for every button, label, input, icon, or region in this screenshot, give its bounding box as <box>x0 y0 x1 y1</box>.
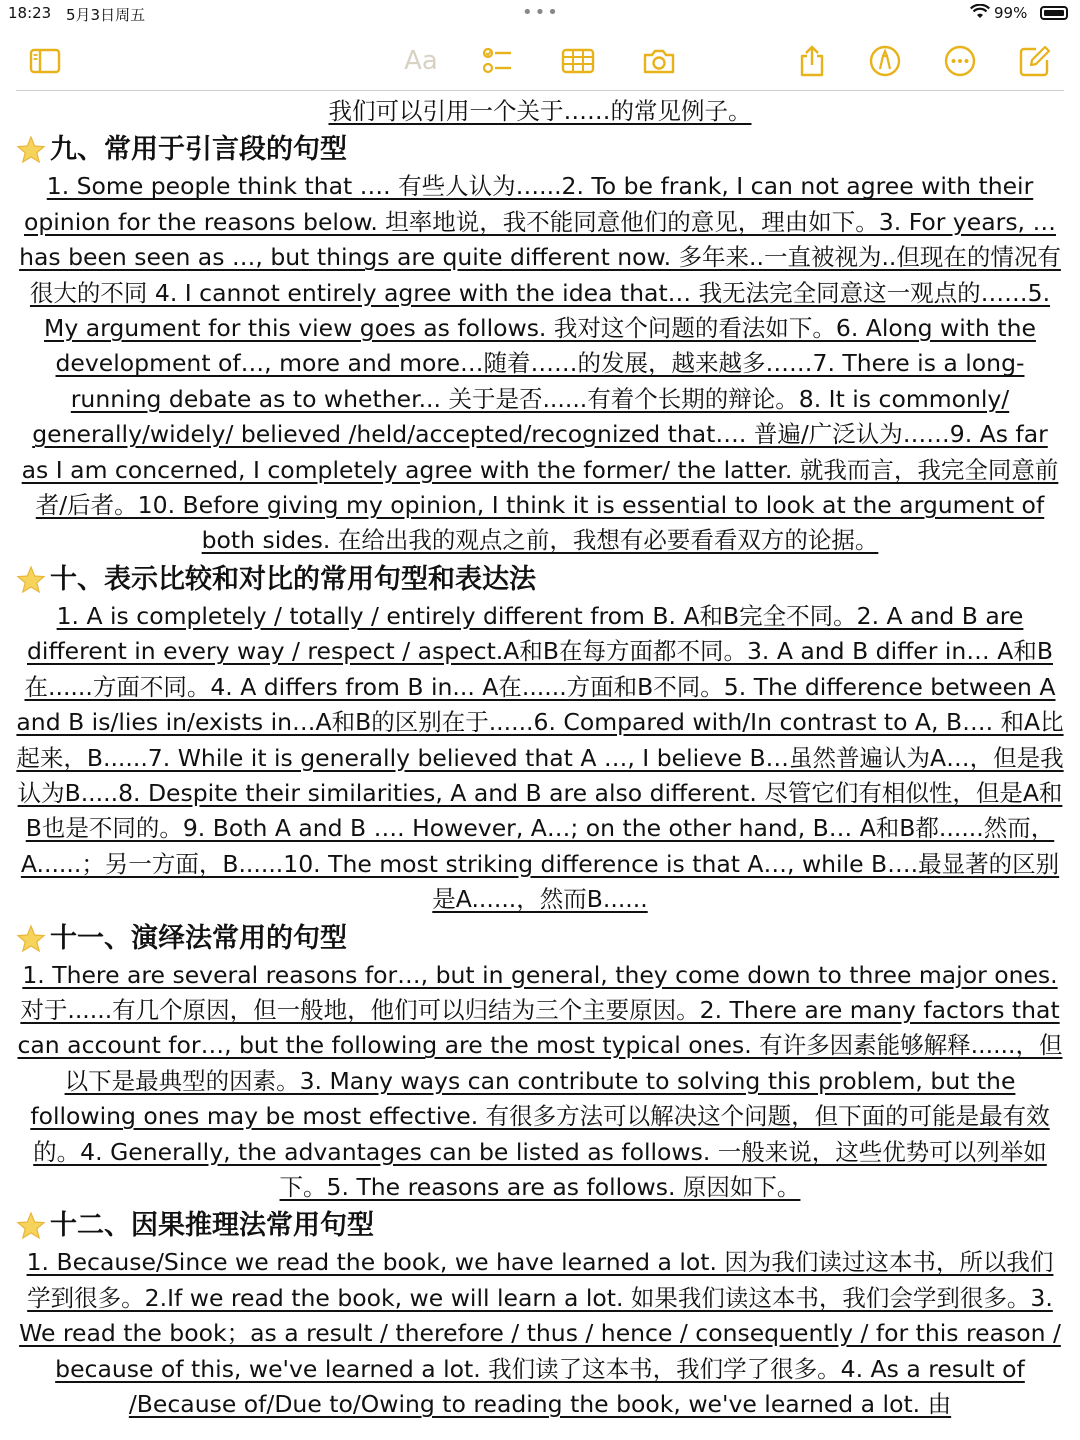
toolbar-divider <box>16 90 1064 91</box>
camera-icon[interactable] <box>636 38 682 84</box>
multitasking-dots-icon[interactable]: ••• <box>522 2 560 23</box>
status-time: 18:23 <box>8 4 52 22</box>
status-date: 5月3日周五 <box>66 6 146 24</box>
note-body[interactable] <box>16 92 1064 1422</box>
star-icon <box>16 565 46 595</box>
section-heading <box>16 131 1064 169</box>
sidebar-icon[interactable] <box>22 38 68 84</box>
battery-percent: 99% <box>994 4 1028 22</box>
star-icon <box>16 1211 46 1241</box>
section-heading-text: 十、表示比较和对比的常用句型和表达法 <box>50 563 536 595</box>
battery-icon <box>1040 6 1068 20</box>
section-body: 1. A is completely / totally / entirely different from B. A和B完全不同。2. A and B are different in every way / respect / aspect.A和B在每方面都不同。3. A and B differ in… A和B在......方面不同。4. A differs from B in... A在......方面和B不同。5. The difference between A and B is/lies in/exists in…A和B的区别在于......6. Compared with/In contrast to A, B…. 和A比起来，B......7. While it is generally believed that A …, I believe B…虽然普遍认为A…，但是我认为B.....8. Despite their similarities, A and B are also different. 尽管它们有相似性，但是A和B也是不同的。9. Both A and B …. However, A…; on the other hand, B… A和B都......然而，A......；另一方面，B......10. The most striking difference is that A…, while B….最显著的区别是A......，然而B...... <box>16 601 1064 914</box>
note-paragraph: 我们可以引用一个关于……的常见例子。 <box>328 97 752 125</box>
section-body: 1. There are several reasons for…, but in general, they come down to three major ones. 对于......有几个原因，但一般地，他们可以归结为三个主要原因。2. There are many factors that can account for…, but the following are the most typical ones. 有许多因素能够解释......，但以下是最典型的因素。3. Many ways can contribute to solving this problem, but the following ones may be most effective. 有很多方法可以解决这个问题，但下面的可能是最有效的。4. Generally, the advantages can be listed as follows. 一般来说，这些优势可以列举如下。5. The reasons are as follows. 原因如下。 <box>17 960 1063 1201</box>
section-heading-text: 九、常用于引言段的句型 <box>50 134 347 166</box>
star-icon <box>16 924 46 954</box>
section-heading <box>16 561 1064 599</box>
more-icon[interactable] <box>937 38 983 84</box>
markup-icon[interactable] <box>862 38 908 84</box>
star-icon <box>16 135 46 165</box>
status-bar <box>0 0 1080 30</box>
share-icon[interactable] <box>789 38 835 84</box>
section-heading-text: 十二、因果推理法常用句型 <box>50 1210 374 1242</box>
format-button[interactable]: Aa <box>404 46 438 76</box>
table-icon[interactable] <box>555 38 601 84</box>
wifi-icon <box>970 4 990 24</box>
section-heading-text: 十一、演绎法常用的句型 <box>50 922 347 954</box>
section-body: 1. Some people think that …. 有些人认为…...2. To be frank, I can not agree with their opinion for the reasons below. 坦率地说，我不能同意他们的意见，理由如下。3. For years, … has been seen as …, but things are quite different now. 多年来..一直被视为..但现在的情况有很大的不同 4. I cannot entirely agree with the idea that… 我无法完全同意这一观点的……5. My argument for this view goes as follows. 我对这个问题的看法如下。6. Along with the development of…, more and more…随着……的发展，越来越多……7. There is a long-running debate as to whether... 关于是否......有着个长期的辩论。8. It is commonly/ generally/widely/ believed /held/accepted/recognized that…. 普遍/广泛认为……9. As far as I am concerned, I completely agree with the former/ the latter. 就我而言，我完全同意前者/后者。10. Before giving my opinion, I think it is essential to look at the argument of both sides. 在给出我的观点之前，我想有必要看看双方的论据。 <box>19 172 1061 555</box>
compose-icon[interactable] <box>1012 38 1058 84</box>
section-heading <box>16 1207 1064 1245</box>
checklist-icon[interactable] <box>474 38 520 84</box>
notes-toolbar <box>0 38 1080 88</box>
section-heading <box>16 920 1064 958</box>
section-body: 1. Because/Since we read the book, we have learned a lot. 因为我们读过这本书，所以我们学到很多。2.If we read the book, we will learn a lot. 如果我们读这本书，我们会学到很多。3. We read the book；as a result / therefore / thus / hence / consequently / for this reason / because of this, we've learned a lot. 我们读了这本书，我们学了很多。4. As a result of /Because of/Due to/Owing to reading the book, we've learned a lot. 由 <box>19 1248 1061 1418</box>
